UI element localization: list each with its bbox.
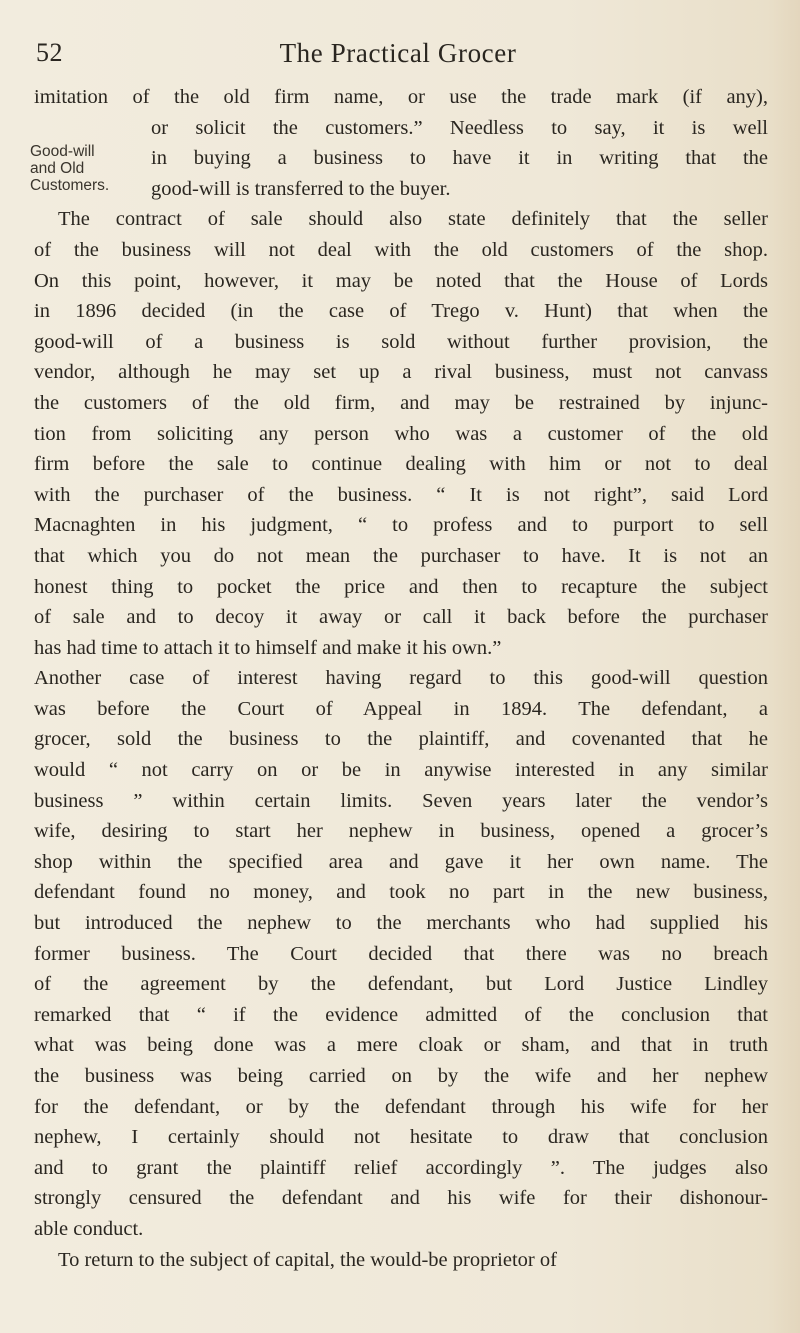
text-line: that which you do not mean the purchaser to have. It is not an: [34, 544, 768, 567]
text-line: of sale and to decoy it away or call it back before the purchaser: [34, 606, 768, 629]
body-text: [34, 82, 768, 1275]
text-line: On this point, however, it may be noted that the House of Lords: [34, 269, 768, 292]
text-line: good-will of a business is sold without further provision, the: [34, 330, 768, 353]
text-line: Macnaghten in his judgment, “ to profess and to purport to sell: [34, 514, 768, 537]
text-line: Another case of interest having regard to this good-will question: [34, 667, 768, 690]
text-line: and to grant the plaintiff relief accordingly ”. The judges also: [34, 1156, 768, 1179]
running-title: The Practical Grocer: [279, 38, 517, 68]
text-line: able conduct.: [34, 1217, 144, 1240]
text-line: remarked that “ if the evidence admitted of the conclusion that: [34, 1003, 768, 1026]
text-line: honest thing to pocket the price and then to recapture the subject: [34, 575, 768, 598]
text-line: grocer, sold the business to the plaintiff, and covenanted that he: [34, 728, 768, 751]
text-line: but introduced the nephew to the merchants who had supplied his: [34, 912, 768, 935]
page-header: [36, 38, 760, 78]
text-line: was before the Court of Appeal in 1894. The defendant, a: [34, 697, 768, 720]
text-line: with the purchaser of the business. “ It is not right”, said Lord: [34, 483, 768, 506]
text-line: what was being done was a mere cloak or sham, and that in truth: [34, 1034, 768, 1057]
text-line: of the agreement by the defendant, but Lord Justice Lindley: [34, 973, 768, 996]
text-line: defendant found no money, and took no part in the new business,: [34, 881, 768, 904]
text-line: firm before the sale to continue dealing with him or not to deal: [34, 453, 768, 476]
margin-note-line: Good-will: [30, 143, 95, 160]
text-line: tion from soliciting any person who was a customer of the old: [34, 422, 768, 445]
margin-note-line: and Old: [30, 160, 85, 177]
text-line: or solicit the customers.” Needless to say, it is well: [151, 116, 768, 139]
text-line: the business was being carried on by the wife and her nephew: [34, 1065, 768, 1087]
text-line: shop within the specified area and gave it her own name. The: [34, 850, 768, 873]
text-line: wife, desiring to start her nephew in business, opened a grocer’s: [34, 820, 768, 843]
text-line: strongly censured the defendant and his wife for their dishonour-: [34, 1187, 768, 1210]
text-line: for the defendant, or by the defendant through his wife for her: [34, 1095, 768, 1118]
text-line: The contract of sale should also state definitely that the seller: [58, 208, 768, 231]
page-number: 52: [36, 38, 63, 67]
text-line: imitation of the old firm name, or use the trade mark (if any),: [34, 86, 768, 108]
text-line: vendor, although he may set up a rival business, must not canvass: [34, 361, 768, 384]
text-line: To return to the subject of capital, the would-be proprietor of: [58, 1248, 557, 1271]
text-line: business ” within certain limits. Seven years later the vendor’s: [34, 789, 768, 812]
text-line: nephew, I certainly should not hesitate to draw that conclusion: [34, 1126, 768, 1149]
text-line: good-will is transferred to the buyer.: [151, 177, 451, 200]
text-line: in 1896 decided (in the case of Trego v. Hunt) that when the: [34, 300, 768, 323]
margin-note-line: Customers.: [30, 177, 110, 194]
text-line: the customers of the old firm, and may be restrained by injunc-: [34, 391, 768, 414]
text-line: in buying a business to have it in writing that the: [151, 147, 768, 170]
text-line: of the business will not deal with the old customers of the shop.: [34, 238, 768, 261]
text-line: has had time to attach it to himself and make it his own.”: [34, 636, 502, 659]
text-line: former business. The Court decided that there was no breach: [34, 942, 768, 965]
text-line: would “ not carry on or be in anywise interested in any similar: [34, 759, 768, 782]
